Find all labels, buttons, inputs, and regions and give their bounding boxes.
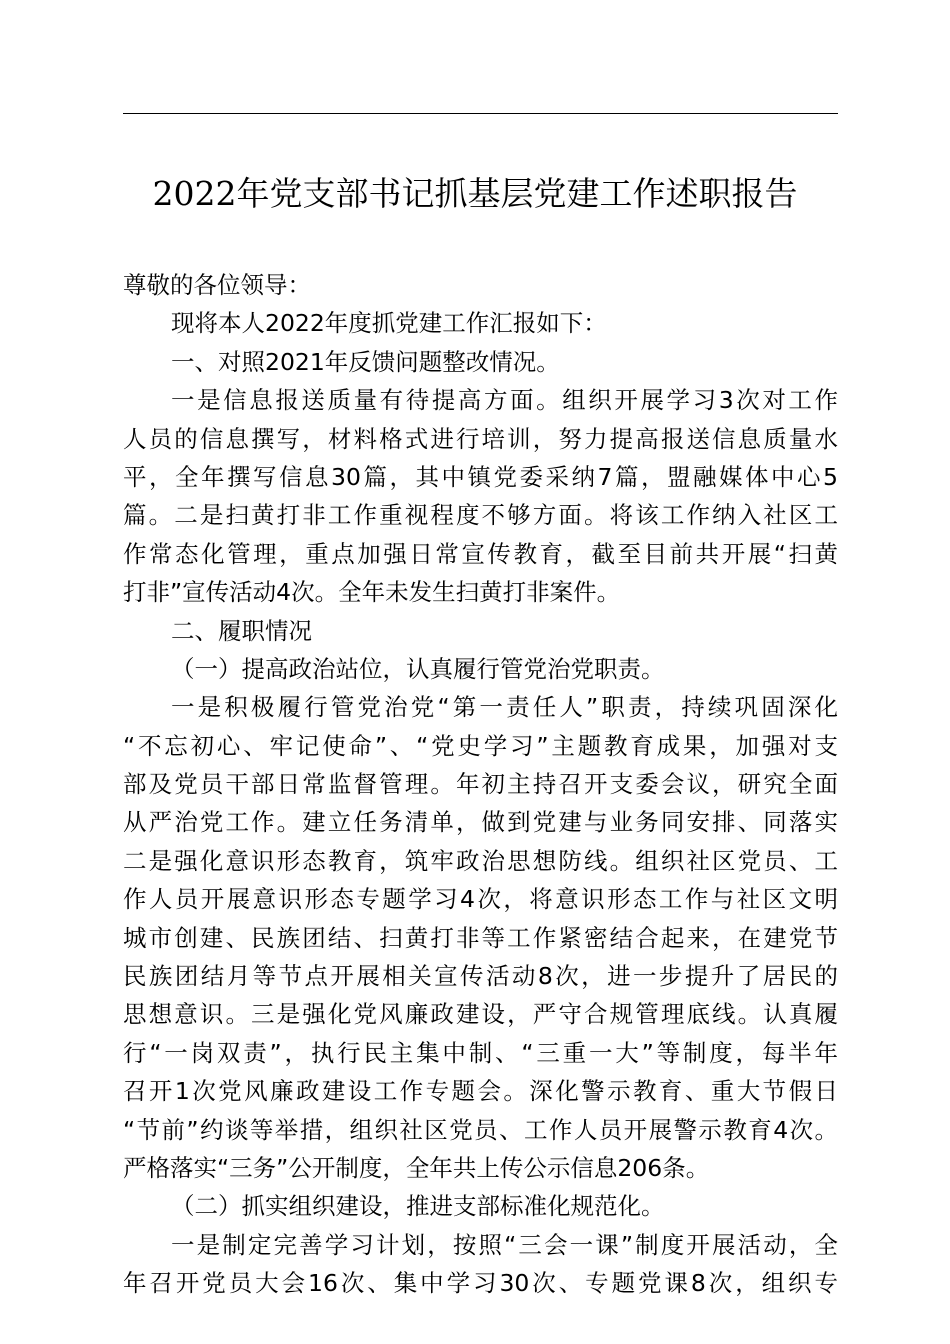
- body-line: 从严治党工作。建立任务清单，做到党建与业务同安排、同落实: [123, 808, 838, 837]
- header-rule: [123, 113, 838, 114]
- body-line: 作常态化管理，重点加强日常宣传教育，截至目前共开展“扫黄: [123, 539, 838, 568]
- body-line: 召开1次党风廉政建设工作专题会。深化警示教育、重大节假日: [123, 1077, 838, 1106]
- body-line: 二是强化意识形态教育，筑牢政治思想防线。组织社区党员、工: [123, 846, 838, 875]
- body-line: 城市创建、民族团结、扫黄打非等工作紧密结合起来，在建党节: [123, 923, 838, 952]
- body-line: 行“一岗双责”，执行民主集中制、“三重一大”等制度，每半年: [123, 1038, 838, 1067]
- body-line: 一是信息报送质量有待提高方面。组织开展学习3次对工作: [171, 386, 838, 415]
- body-line: 一是制定完善学习计划，按照“三会一课”制度开展活动，全: [171, 1230, 838, 1259]
- body-line: 作人员开展意识形态专题学习4次，将意识形态工作与社区文明: [123, 885, 838, 914]
- body-line: 严格落实“三务”公开制度，全年共上传公示信息206条。: [123, 1153, 710, 1182]
- body-line: “不忘初心、牢记使命”、“党史学习”主题教育成果，加强对支: [123, 731, 838, 760]
- body-line: 尊敬的各位领导：: [123, 271, 311, 299]
- body-line: （一）提高政治站位，认真履行管党治党职责。: [171, 654, 665, 683]
- body-line: 人员的信息撰写，材料格式进行培训，努力提高报送信息质量水: [123, 424, 838, 453]
- body-line: 平，全年撰写信息30篇，其中镇党委采纳7篇，盟融媒体中心5: [123, 462, 838, 491]
- body-line: 年召开党员大会16次、集中学习30次、专题党课8次，组织专: [123, 1269, 838, 1298]
- body-line: 部及党员干部日常监督管理。年初主持召开支委会议，研究全面: [123, 770, 838, 799]
- document-title: 2022年党支部书记抓基层党建工作述职报告: [152, 174, 798, 213]
- body-line: 一是积极履行管党治党“第一责任人”职责，持续巩固深化: [171, 693, 838, 722]
- body-line: （二）抓实组织建设，推进支部标准化规范化。: [171, 1192, 665, 1221]
- body-line: 现将本人2022年度抓党建工作汇报如下：: [171, 309, 607, 338]
- body-line: 一、对照2021年反馈问题整改情况。: [171, 347, 560, 376]
- body-line: 打非”宣传活动4次。全年未发生扫黄打非案件。: [123, 578, 621, 607]
- body-line: 二、履职情况: [171, 616, 312, 645]
- document-body: [123, 266, 838, 1303]
- body-line: 思想意识。三是强化党风廉政建设，严守合规管理底线。认真履: [123, 1000, 838, 1029]
- body-line: “节前”约谈等举措，组织社区党员、工作人员开展警示教育4次。: [123, 1115, 838, 1144]
- body-line: 民族团结月等节点开展相关宣传活动8次，进一步提升了居民的: [123, 962, 838, 991]
- body-line: 篇。二是扫黄打非工作重视程度不够方面。将该工作纳入社区工: [123, 501, 838, 530]
